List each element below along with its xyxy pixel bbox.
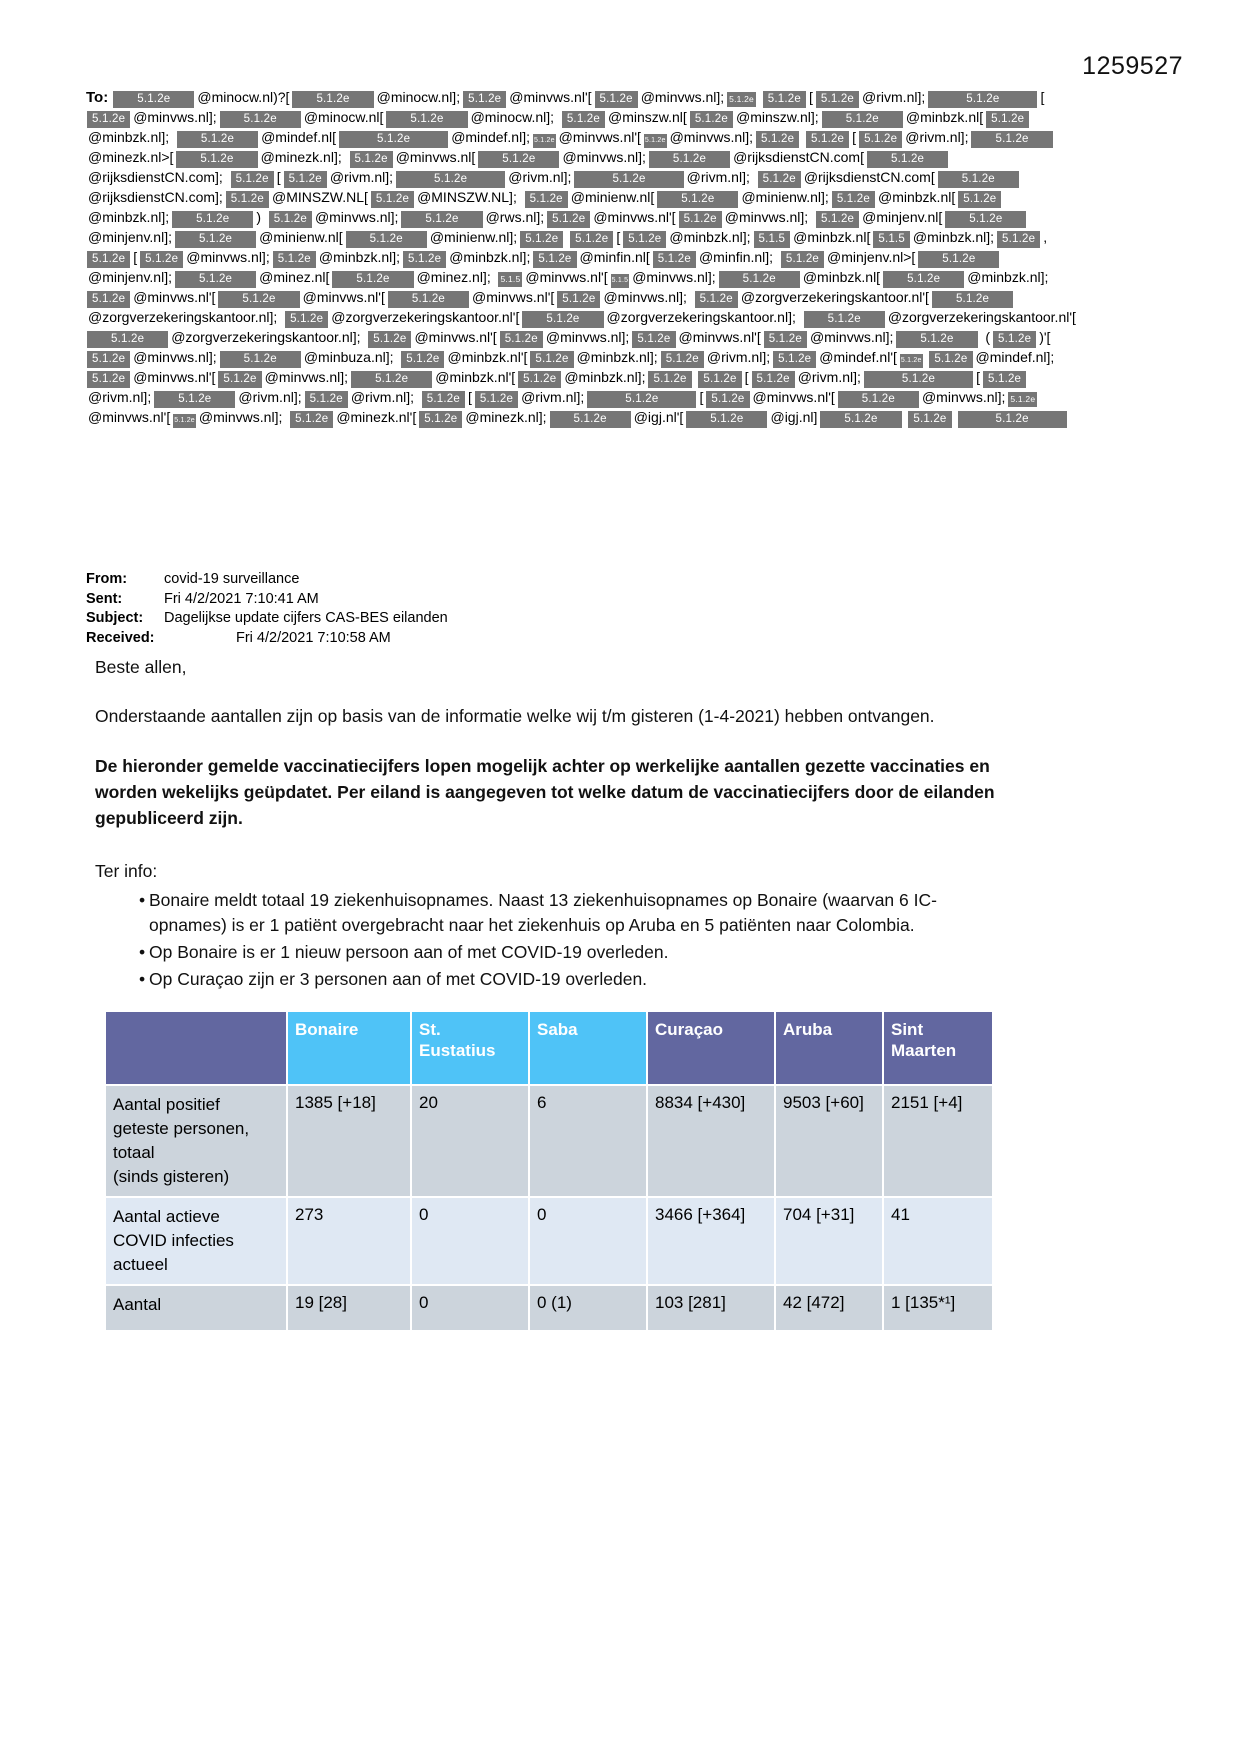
domain-fragment: @minvws.nl'[ xyxy=(414,329,497,345)
domain-fragment: @mindef.nl]; xyxy=(975,349,1055,365)
redaction-chip: 5.1.2e xyxy=(557,291,600,308)
domain-fragment: @minbzk.nl]; xyxy=(564,369,646,385)
meta-row-subject xyxy=(86,609,448,629)
redaction-chip: 5.1.2e xyxy=(269,211,312,228)
from-value: covid-19 surveillance xyxy=(164,571,300,587)
info-bullet-list xyxy=(95,888,1010,992)
domain-fragment: @minbuza.nl]; xyxy=(303,349,394,365)
domain-fragment: @rivm.nl]; xyxy=(905,129,969,145)
domain-fragment: @minvws.nl]; xyxy=(314,209,399,225)
domain-fragment: @minezk.nl'[ xyxy=(336,409,417,425)
redaction-chip: 5.1.2e xyxy=(938,171,1019,188)
redaction-chip: 5.1.2e xyxy=(351,371,432,388)
redaction-chip: 5.1.2e xyxy=(500,331,543,348)
cell-value: 3466 [+364] xyxy=(647,1197,775,1285)
intro-paragraph: Onderstaande aantallen zijn op basis van de informatie welke wij t/m gisteren (1-4-2021) hebben ontvangen. xyxy=(95,706,935,726)
bullet-icon: • xyxy=(139,969,146,989)
domain-fragment: @minocw.nl[ xyxy=(303,109,384,125)
domain-fragment: @rivm.nl]; xyxy=(706,349,771,365)
redaction-chip: 5.1.2e xyxy=(816,91,859,108)
cell-value: 19 [28] xyxy=(287,1285,411,1331)
domain-fragment: @minienw.nl[ xyxy=(259,229,343,245)
domain-fragment: @minvws.nl]; xyxy=(640,89,725,105)
domain-fragment: @minszw.nl]; xyxy=(736,109,819,125)
domain-fragment: @minvws.nl'[ xyxy=(88,409,171,425)
domain-fragment: @zorgverzekeringskantoor.nl]; xyxy=(88,309,278,325)
domain-fragment: @minvws.nl]; xyxy=(198,409,283,425)
redaction-chip: 5.1.5 xyxy=(873,231,910,248)
redaction-chip: 5.1.2e xyxy=(661,351,704,368)
cell-value: 41 xyxy=(883,1197,993,1285)
redaction-chip: 5.1.2e xyxy=(339,131,448,148)
redaction-chip: 5.1.2e xyxy=(154,391,235,408)
domain-fragment: @minvws.nl]; xyxy=(603,289,687,305)
redaction-chip: 5.1.2e xyxy=(838,391,919,408)
column-header-sint-maarten: Sint Maarten xyxy=(883,1011,993,1085)
redaction-chip: 5.1.2e xyxy=(896,331,977,348)
redaction-chip: 5.1.2e xyxy=(350,151,393,168)
domain-fragment: @minjenv.nl[ xyxy=(862,209,943,225)
domain-fragment: @rijksdienstCN.com]; xyxy=(88,169,223,185)
domain-fragment: @rivm.nl]; xyxy=(797,369,861,385)
redaction-chip: 5.1.2e xyxy=(172,211,253,228)
email-header xyxy=(86,88,1086,428)
domain-fragment: @minbzk.nl]; xyxy=(88,209,170,225)
redaction-chip: 5.1.2e xyxy=(644,134,667,148)
redaction-chip: 5.1.2e xyxy=(87,351,130,368)
email-body xyxy=(95,655,1010,994)
domain-fragment: @rijksdienstCN.com[ xyxy=(803,169,935,185)
domain-fragment: @minvws.nl]; xyxy=(562,149,646,165)
list-item-text: Op Bonaire is er 1 nieuw persoon aan of met COVID-19 overleden. xyxy=(149,942,669,962)
list-item-text: Bonaire meldt totaal 19 ziekenhuisopnames. Naast 13 ziekenhuisopnames op Bonaire (waarvan 6 IC-opnames) is er 1 patiënt overgebracht naar het ziekenhuis op Aruba en 5 patiënten naar Colombia. xyxy=(149,890,937,935)
redaction-chip: 5.1.2e xyxy=(176,151,257,168)
redaction-chip: 5.1.2e xyxy=(932,291,1013,308)
domain-fragment: @minvws.nl]; xyxy=(921,389,1006,405)
redaction-chip: 5.1.2e xyxy=(867,151,948,168)
row-label-positief-getest: Aantal positief geteste personen, totaal (sinds gisteren) xyxy=(105,1085,287,1197)
redaction-chip: 5.1.2e xyxy=(719,271,800,288)
domain-fragment: @minienw.nl]; xyxy=(429,229,518,245)
received-value: Fri 4/2/2021 7:10:58 AM xyxy=(236,629,391,646)
domain-fragment: @MINSZW.NL]; xyxy=(417,189,517,205)
domain-fragment: @minezk.nl]; xyxy=(260,149,342,165)
redaction-chip: 5.1.2e xyxy=(520,231,563,248)
redaction-chip: 5.1.2e xyxy=(993,331,1036,348)
domain-fragment: @minvws.nl'[ xyxy=(525,269,608,285)
list-item xyxy=(95,888,1010,938)
redaction-chip: 5.1.2e xyxy=(832,191,875,208)
redaction-chip: 5.1.2e xyxy=(332,271,413,288)
redaction-chip: 5.1.2e xyxy=(177,131,258,148)
cell-value: 42 [472] xyxy=(775,1285,883,1331)
redaction-chip: 5.1.2e xyxy=(403,251,446,268)
redaction-chip: 5.1.2e xyxy=(87,111,130,128)
redaction-chip: 5.1.2e xyxy=(140,251,183,268)
domain-fragment: @minbzk.nl[ xyxy=(793,229,871,245)
domain-fragment: @minienw.nl[ xyxy=(570,189,655,205)
redaction-chip: 5.1.2e xyxy=(525,191,568,208)
domain-fragment: @minezk.nl>[ xyxy=(88,149,174,165)
page-number: 1259527 xyxy=(1082,52,1183,80)
redaction-chip: 5.1.2e xyxy=(292,91,373,108)
domain-fragment: @mindef.nl[ xyxy=(261,129,336,145)
cell-value: 2151 [+4] xyxy=(883,1085,993,1197)
redaction-chip: 5.1.2e xyxy=(623,231,666,248)
domain-fragment: @minez.nl[ xyxy=(259,269,330,285)
domain-fragment: @minvws.nl]; xyxy=(724,209,809,225)
redaction-chip: 5.1.2e xyxy=(727,92,756,107)
domain-fragment: @igj.nl] xyxy=(770,409,818,425)
redaction-chip: 5.1.2e xyxy=(290,411,333,428)
domain-fragment: @minvws.nl]; xyxy=(669,129,754,145)
redaction-chip: 5.1.2e xyxy=(816,211,859,228)
redaction-chip: 5.1.2e xyxy=(401,351,444,368)
domain-fragment: @minvws.nl'[ xyxy=(678,329,761,345)
domain-fragment: @minvws.nl'[ xyxy=(509,89,592,105)
domain-fragment: @minbzk.nl[ xyxy=(802,269,881,285)
redaction-chip: 5.1.2e xyxy=(900,354,923,368)
redaction-chip: 5.1.2e xyxy=(368,331,411,348)
covid-figures-table xyxy=(104,1010,994,1332)
domain-fragment: ) xyxy=(256,209,261,225)
domain-fragment: @minvws.nl]; xyxy=(545,329,630,345)
cell-value: 0 xyxy=(411,1285,529,1331)
redaction-chip: 5.1.2e xyxy=(686,411,767,428)
domain-fragment: @minvws.nl'[ xyxy=(558,129,641,145)
cell-value: 6 xyxy=(529,1085,647,1197)
table-corner-cell xyxy=(105,1011,287,1085)
domain-fragment: @minvws.nl]; xyxy=(133,109,217,125)
redaction-chip: 5.1.2e xyxy=(396,171,505,188)
domain-fragment: @minszw.nl[ xyxy=(608,109,687,125)
redaction-chip: 5.1.2e xyxy=(806,131,849,148)
redaction-chip: 5.1.2e xyxy=(422,391,465,408)
redaction-chip: 5.1.2e xyxy=(463,91,506,108)
meta-row-received xyxy=(86,629,448,649)
domain-fragment: @rivm.nl]; xyxy=(686,169,750,185)
redaction-chip: 5.1.2e xyxy=(657,191,738,208)
redaction-chip: 5.1.2e xyxy=(533,251,576,268)
recipients-list: To: 5.1.2e @minocw.nl)?[ 5.1.2e @minocw.nl]; 5.1.2e @minvws.nl'[ 5.1.2e @minvws.nl]; 5.1.2e 5.1.2e [ 5.1.2e @rivm.nl]; 5.1.2e [5.1.2e @minvws.nl]; 5.1.2e @minocw.nl[ 5.1.2e @minocw.nl]; 5.1.2e @minszw.nl[ 5.1.2e @minszw.nl]; 5.1.2e @minbzk.nl[ 5.1.2e@minbzk.nl]; 5.1.2e @mindef.nl[ 5.1.2e @mindef.nl]; 5.1.2e @minvws.nl'[ 5.1.2e @minvws.nl]; 5.1.2e 5.1.2e [ 5.1.2e @rivm.nl]; 5.1.2e@minezk.nl>[ 5.1.2e @minezk.nl]; 5.1.2e @minvws.nl[ 5.1.2e @minvws.nl]; 5.1.2e @rijksdienstCN.com[ 5.1.2e@rijksdienstCN.com]; 5.1.2e [ 5.1.2e @rivm.nl]; 5.1.2e @rivm.nl]; 5.1.2e @rivm.nl]; 5.1.2e @rijksdienstCN.com[ 5.1.2e@rijksdienstCN.com]; 5.1.2e @MINSZW.NL[ 5.1.2e @MINSZW.NL]; 5.1.2e @minienw.nl[ 5.1.2e @minienw.nl]; 5.1.2e @minbzk.nl[ 5.1.2e@minbzk.nl]; 5.1.2e ) 5.1.2e @minvws.nl]; 5.1.2e @rws.nl]; 5.1.2e @minvws.nl'[ 5.1.2e @minvws.nl]; 5.1.2e @minjenv.nl[ 5.1.2e@minjenv.nl]; 5.1.2e @minienw.nl[ 5.1.2e @minienw.nl]; 5.1.2e 5.1.2e [ 5.1.2e @minbzk.nl]; 5.1.5 @minbzk.nl[ 5.1.5 @minbzk.nl]; 5.1.2e , 5.1.2e [ 5.1.2e @minvws.nl]; 5.1.2e @minbzk.nl]; 5.1.2e @minbzk.nl]; 5.1.2e @minfin.nl[ 5.1.2e @minfin.nl]; 5.1.2e @minjenv.nl>[ 5.1.2e@minjenv.nl]; 5.1.2e @minez.nl[ 5.1.2e @minez.nl]; 5.1.5 @minvws.nl'[ 5.1.5 @minvws.nl]; 5.1.2e @minbzk.nl[ 5.1.2e @minbzk.nl]; 5.1.2e @minvws.nl'[ 5.1.2e @minvws.nl'[ 5.1.2e @minvws.nl'[ 5.1.2e @minvws.nl]; 5.1.2e @zorgverzekeringskantoor.nl'[ 5.1.2e@zorgverzekeringskantoor.nl]; 5.1.2e @zorgverzekeringskantoor.nl'[ 5.1.2e @zorgverzekeringskantoor.nl]; 5.1.2e @zorgverzekeringskantoor.nl'[5.1.2e @zorgverzekeringskantoor.nl]; 5.1.2e @minvws.nl'[ 5.1.2e @minvws.nl]; 5.1.2e @minvws.nl'[ 5.1.2e @minvws.nl]; 5.1.2e ( 5.1.2e )'[5.1.2e @minvws.nl]; 5.1.2e @minbuza.nl]; 5.1.2e @minbzk.nl'[ 5.1.2e @minbzk.nl]; 5.1.2e @rivm.nl]; 5.1.2e @mindef.nl'[ 5.1.2e 5.1.2e @mindef.nl];5.1.2e @minvws.nl'[ 5.1.2e @minvws.nl]; 5.1.2e @minbzk.nl'[ 5.1.2e @minbzk.nl]; 5.1.2e 5.1.2e [ 5.1.2e @rivm.nl]; 5.1.2e [ 5.1.2e@rivm.nl]; 5.1.2e @rivm.nl]; 5.1.2e @rivm.nl]; 5.1.2e [ 5.1.2e @rivm.nl]; 5.1.2e [ 5.1.2e @minvws.nl'[ 5.1.2e @minvws.nl]; 5.1.2e@minvws.nl'[ 5.1.2e @minvws.nl]; 5.1.2e @minezk.nl'[ 5.1.2e @minezk.nl]; 5.1.2e @igj.nl'[ 5.1.2e @igj.nl] 5.1.2e 5.1.2e 5.1.2e xyxy=(86,88,1086,428)
redaction-chip: 5.1.2e xyxy=(175,231,256,248)
domain-fragment: @minvws.nl'[ xyxy=(472,289,555,305)
redaction-chip: 5.1.2e xyxy=(820,411,901,428)
redaction-chip: 5.1.2e xyxy=(220,351,301,368)
domain-fragment: @minbzk.nl]; xyxy=(912,229,995,245)
domain-fragment: @minbzk.nl]; xyxy=(318,249,401,265)
redaction-chip: 5.1.2e xyxy=(859,131,902,148)
cell-value: 273 xyxy=(287,1197,411,1285)
column-header-bonaire: Bonaire xyxy=(287,1011,411,1085)
redaction-chip: 5.1.2e xyxy=(522,311,603,328)
redaction-chip: 5.1.2e xyxy=(698,371,741,388)
redaction-chip: 5.1.2e xyxy=(883,271,964,288)
redaction-chip: 5.1.2e xyxy=(908,411,951,428)
domain-fragment: @minocw.nl)?[ xyxy=(197,89,290,105)
domain-fragment: @minvws.nl]; xyxy=(186,249,270,265)
domain-fragment: @rivm.nl]; xyxy=(862,89,926,105)
redaction-chip: 5.1.2e xyxy=(756,131,799,148)
meta-row-from xyxy=(86,570,448,590)
redaction-chip: 5.1.2e xyxy=(220,111,301,128)
redaction-chip: 5.1.2e xyxy=(231,171,274,188)
to-label: To: xyxy=(86,89,109,106)
redaction-chip: 5.1.2e xyxy=(971,131,1052,148)
table-header-row xyxy=(105,1011,993,1085)
redaction-chip: 5.1.2e xyxy=(87,331,168,348)
cell-value: 8834 [+430] xyxy=(647,1085,775,1197)
sent-label: Sent: xyxy=(86,590,123,607)
table-row xyxy=(105,1197,993,1285)
redaction-chip: 5.1.2e xyxy=(175,271,256,288)
domain-fragment: @minbzk.nl[ xyxy=(878,189,956,205)
list-item xyxy=(95,940,1010,965)
cell-value: 1385 [+18] xyxy=(287,1085,411,1197)
redaction-chip: 5.1.2e xyxy=(763,91,806,108)
bullet-icon: • xyxy=(139,942,146,962)
column-header-st-eustatius: St. Eustatius xyxy=(411,1011,529,1085)
redaction-chip: 5.1.2e xyxy=(273,251,316,268)
domain-fragment: @mindef.nl]; xyxy=(451,129,530,145)
row-label-actieve-infecties: Aantal actieve COVID infecties actueel xyxy=(105,1197,287,1285)
redaction-chip: 5.1.2e xyxy=(958,411,1067,428)
domain-fragment: @zorgverzekeringskantoor.nl'[ xyxy=(740,289,929,305)
redaction-chip: 5.1.2e xyxy=(574,171,683,188)
redaction-chip: 5.1.2e xyxy=(773,351,816,368)
domain-fragment: @minfin.nl[ xyxy=(579,249,650,265)
redaction-chip: 5.1.2e xyxy=(587,391,696,408)
domain-fragment: @minocw.nl]; xyxy=(470,109,555,125)
domain-fragment: @mindef.nl'[ xyxy=(819,349,897,365)
redaction-chip: 5.1.2e xyxy=(530,351,573,368)
domain-fragment: @minvws.nl]; xyxy=(809,329,894,345)
redaction-chip: 5.1.2e xyxy=(928,91,1037,108)
redaction-chip: 5.1.2e xyxy=(983,371,1026,388)
redaction-chip: 5.1.2e xyxy=(518,371,561,388)
domain-fragment: @minvws.nl'[ xyxy=(593,209,676,225)
redaction-chip: 5.1.2e xyxy=(386,111,467,128)
redaction-chip: 5.1.2e xyxy=(173,414,196,428)
redaction-chip: 5.1.2e xyxy=(864,371,973,388)
redaction-chip: 5.1.2e xyxy=(113,91,194,108)
domain-fragment: @minvws.nl'[ xyxy=(302,289,385,305)
redaction-chip: 5.1.2e xyxy=(478,151,559,168)
subject-value: Dagelijkse update cijfers CAS-BES eilanden xyxy=(164,610,448,626)
domain-fragment: @zorgverzekeringskantoor.nl]; xyxy=(606,309,796,325)
redaction-chip: 5.1.2e xyxy=(475,391,518,408)
subject-label: Subject: xyxy=(86,610,144,626)
table-row xyxy=(105,1285,993,1331)
from-label: From: xyxy=(86,571,128,587)
cell-value: 20 xyxy=(411,1085,529,1197)
domain-fragment: @minienw.nl]; xyxy=(741,189,829,205)
domain-fragment: @minbzk.nl'[ xyxy=(447,349,528,365)
ter-info-label: Ter info: xyxy=(95,861,158,881)
redaction-chip: 5.1.2e xyxy=(945,211,1026,228)
redaction-chip: 5.1.2e xyxy=(87,251,130,268)
redaction-chip: 5.1.2e xyxy=(1008,392,1037,407)
domain-fragment: @minbzk.nl]; xyxy=(669,229,751,245)
redaction-chip: 5.1.2e xyxy=(570,231,613,248)
redaction-chip: 5.1.2e xyxy=(218,291,299,308)
domain-fragment: @minjenv.nl]; xyxy=(88,269,172,285)
domain-fragment: @zorgverzekeringskantoor.nl'[ xyxy=(331,309,520,325)
received-label: Received: xyxy=(86,629,155,646)
domain-fragment: @rivm.nl]; xyxy=(329,169,394,185)
redaction-chip: 5.1.2e xyxy=(822,111,903,128)
domain-fragment: @minbzk.nl]; xyxy=(967,269,1049,285)
redaction-chip: 5.1.2e xyxy=(550,411,631,428)
redaction-chip: 5.1.2e xyxy=(562,111,605,128)
domain-fragment: @igj.nl'[ xyxy=(633,409,684,425)
redaction-chip: 5.1.2e xyxy=(679,211,722,228)
domain-fragment: @rws.nl]; xyxy=(485,209,545,225)
meta-row-sent xyxy=(86,590,448,610)
table-row xyxy=(105,1085,993,1197)
cell-value: 704 [+31] xyxy=(775,1197,883,1285)
redaction-chip: 5.1.5 xyxy=(498,272,522,287)
domain-fragment: @minjenv.nl]; xyxy=(88,229,172,245)
redaction-chip: 5.1.2e xyxy=(632,331,675,348)
cell-value: 0 xyxy=(529,1197,647,1285)
redaction-chip: 5.1.2e xyxy=(284,171,327,188)
redaction-chip: 5.1.2e xyxy=(87,291,130,308)
redaction-chip: 5.1.5 xyxy=(611,274,630,288)
cell-value: 1 [135*¹] xyxy=(883,1285,993,1331)
redaction-chip: 5.1.2e xyxy=(648,371,691,388)
redaction-chip: 5.1.2e xyxy=(547,211,590,228)
redaction-chip: 5.1.2e xyxy=(653,251,696,268)
redaction-chip: 5.1.5 xyxy=(754,231,791,248)
bullet-icon: • xyxy=(139,890,146,910)
domain-fragment: @minvws.nl'[ xyxy=(752,389,835,405)
domain-fragment: @minfin.nl]; xyxy=(698,249,774,265)
row-label-aantal: Aantal xyxy=(105,1285,287,1331)
redaction-chip: 5.1.2e xyxy=(346,231,427,248)
redaction-chip: 5.1.2e xyxy=(371,191,414,208)
domain-fragment: @zorgverzekeringskantoor.nl]; xyxy=(171,329,361,345)
domain-fragment: @minbzk.nl]; xyxy=(88,129,170,145)
redaction-chip: 5.1.2e xyxy=(752,371,795,388)
domain-fragment: @rivm.nl]; xyxy=(508,169,572,185)
cell-value: 9503 [+60] xyxy=(775,1085,883,1197)
sent-value: Fri 4/2/2021 7:10:41 AM xyxy=(164,590,319,607)
domain-fragment: @minbzk.nl]; xyxy=(449,249,531,265)
column-header-saba: Saba xyxy=(529,1011,647,1085)
redaction-chip: 5.1.2e xyxy=(918,251,999,268)
cell-value: 103 [281] xyxy=(647,1285,775,1331)
redaction-chip: 5.1.2e xyxy=(929,351,972,368)
redaction-chip: 5.1.2e xyxy=(218,371,261,388)
domain-fragment: @rijksdienstCN.com]; xyxy=(88,189,223,205)
domain-fragment: @MINSZW.NL[ xyxy=(271,189,368,205)
list-item-text: Op Curaçao zijn er 3 personen aan of met COVID-19 overleden. xyxy=(149,969,648,989)
domain-fragment: @minocw.nl]; xyxy=(376,89,461,105)
column-header-curacao: Curaçao xyxy=(647,1011,775,1085)
domain-fragment: @minvws.nl[ xyxy=(395,149,476,165)
redaction-chip: 5.1.2e xyxy=(997,231,1040,248)
redaction-chip: 5.1.2e xyxy=(758,171,801,188)
redaction-chip: 5.1.2e xyxy=(649,151,730,168)
domain-fragment: @rivm.nl]; xyxy=(521,389,585,405)
redaction-chip: 5.1.2e xyxy=(533,134,556,148)
redaction-chip: 5.1.2e xyxy=(285,311,328,328)
cell-value: 0 xyxy=(411,1197,529,1285)
domain-fragment: @minbzk.nl]; xyxy=(576,349,658,365)
domain-fragment: @minvws.nl]; xyxy=(632,269,716,285)
redaction-chip: 5.1.2e xyxy=(690,111,733,128)
domain-fragment: @minvws.nl'[ xyxy=(133,369,216,385)
domain-fragment: @minbzk.nl[ xyxy=(905,109,984,125)
domain-fragment: , xyxy=(1043,229,1048,245)
redaction-chip: 5.1.2e xyxy=(87,371,130,388)
domain-fragment: @minvws.nl'[ xyxy=(133,289,216,305)
domain-fragment: @zorgverzekeringskantoor.nl'[ xyxy=(887,309,1076,325)
redaction-chip: 5.1.2e xyxy=(986,111,1029,128)
domain-fragment: @minez.nl]; xyxy=(416,269,491,285)
redaction-chip: 5.1.2e xyxy=(958,191,1001,208)
domain-fragment: @minjenv.nl>[ xyxy=(827,249,916,265)
domain-fragment: @minezk.nl]; xyxy=(465,409,547,425)
redaction-chip: 5.1.2e xyxy=(695,291,738,308)
redaction-chip: 5.1.2e xyxy=(226,191,269,208)
domain-fragment: @rivm.nl]; xyxy=(238,389,302,405)
redaction-chip: 5.1.2e xyxy=(804,311,885,328)
cell-value: 0 (1) xyxy=(529,1285,647,1331)
redaction-chip: 5.1.2e xyxy=(781,251,824,268)
vaccination-notice: De hieronder gemelde vaccinatiecijfers lopen mogelijk achter op werkelijke aantallen gezette vaccinaties en worden wekelijks geüpdatet. Per eiland is aangegeven tot welke datum de vaccinatiecijfers door de eilanden gepubliceerd zijn. xyxy=(95,756,995,828)
domain-fragment: @minvws.nl]; xyxy=(264,369,349,385)
domain-fragment: @minvws.nl]; xyxy=(133,349,217,365)
domain-fragment: @rivm.nl]; xyxy=(88,389,152,405)
redaction-chip: 5.1.2e xyxy=(419,411,462,428)
redaction-chip: 5.1.2e xyxy=(401,211,482,228)
redaction-chip: 5.1.2e xyxy=(764,331,807,348)
redaction-chip: 5.1.2e xyxy=(388,291,469,308)
domain-fragment: @rivm.nl]; xyxy=(350,389,415,405)
column-header-aruba: Aruba xyxy=(775,1011,883,1085)
greeting: Beste allen, xyxy=(95,657,187,677)
domain-fragment: @rijksdienstCN.com[ xyxy=(733,149,864,165)
redaction-chip: 5.1.2e xyxy=(706,391,749,408)
email-meta-fields xyxy=(86,570,448,648)
domain-fragment: @minbzk.nl'[ xyxy=(435,369,516,385)
list-item xyxy=(95,967,1010,992)
redaction-chip: 5.1.2e xyxy=(595,91,638,108)
redaction-chip: 5.1.2e xyxy=(305,391,348,408)
